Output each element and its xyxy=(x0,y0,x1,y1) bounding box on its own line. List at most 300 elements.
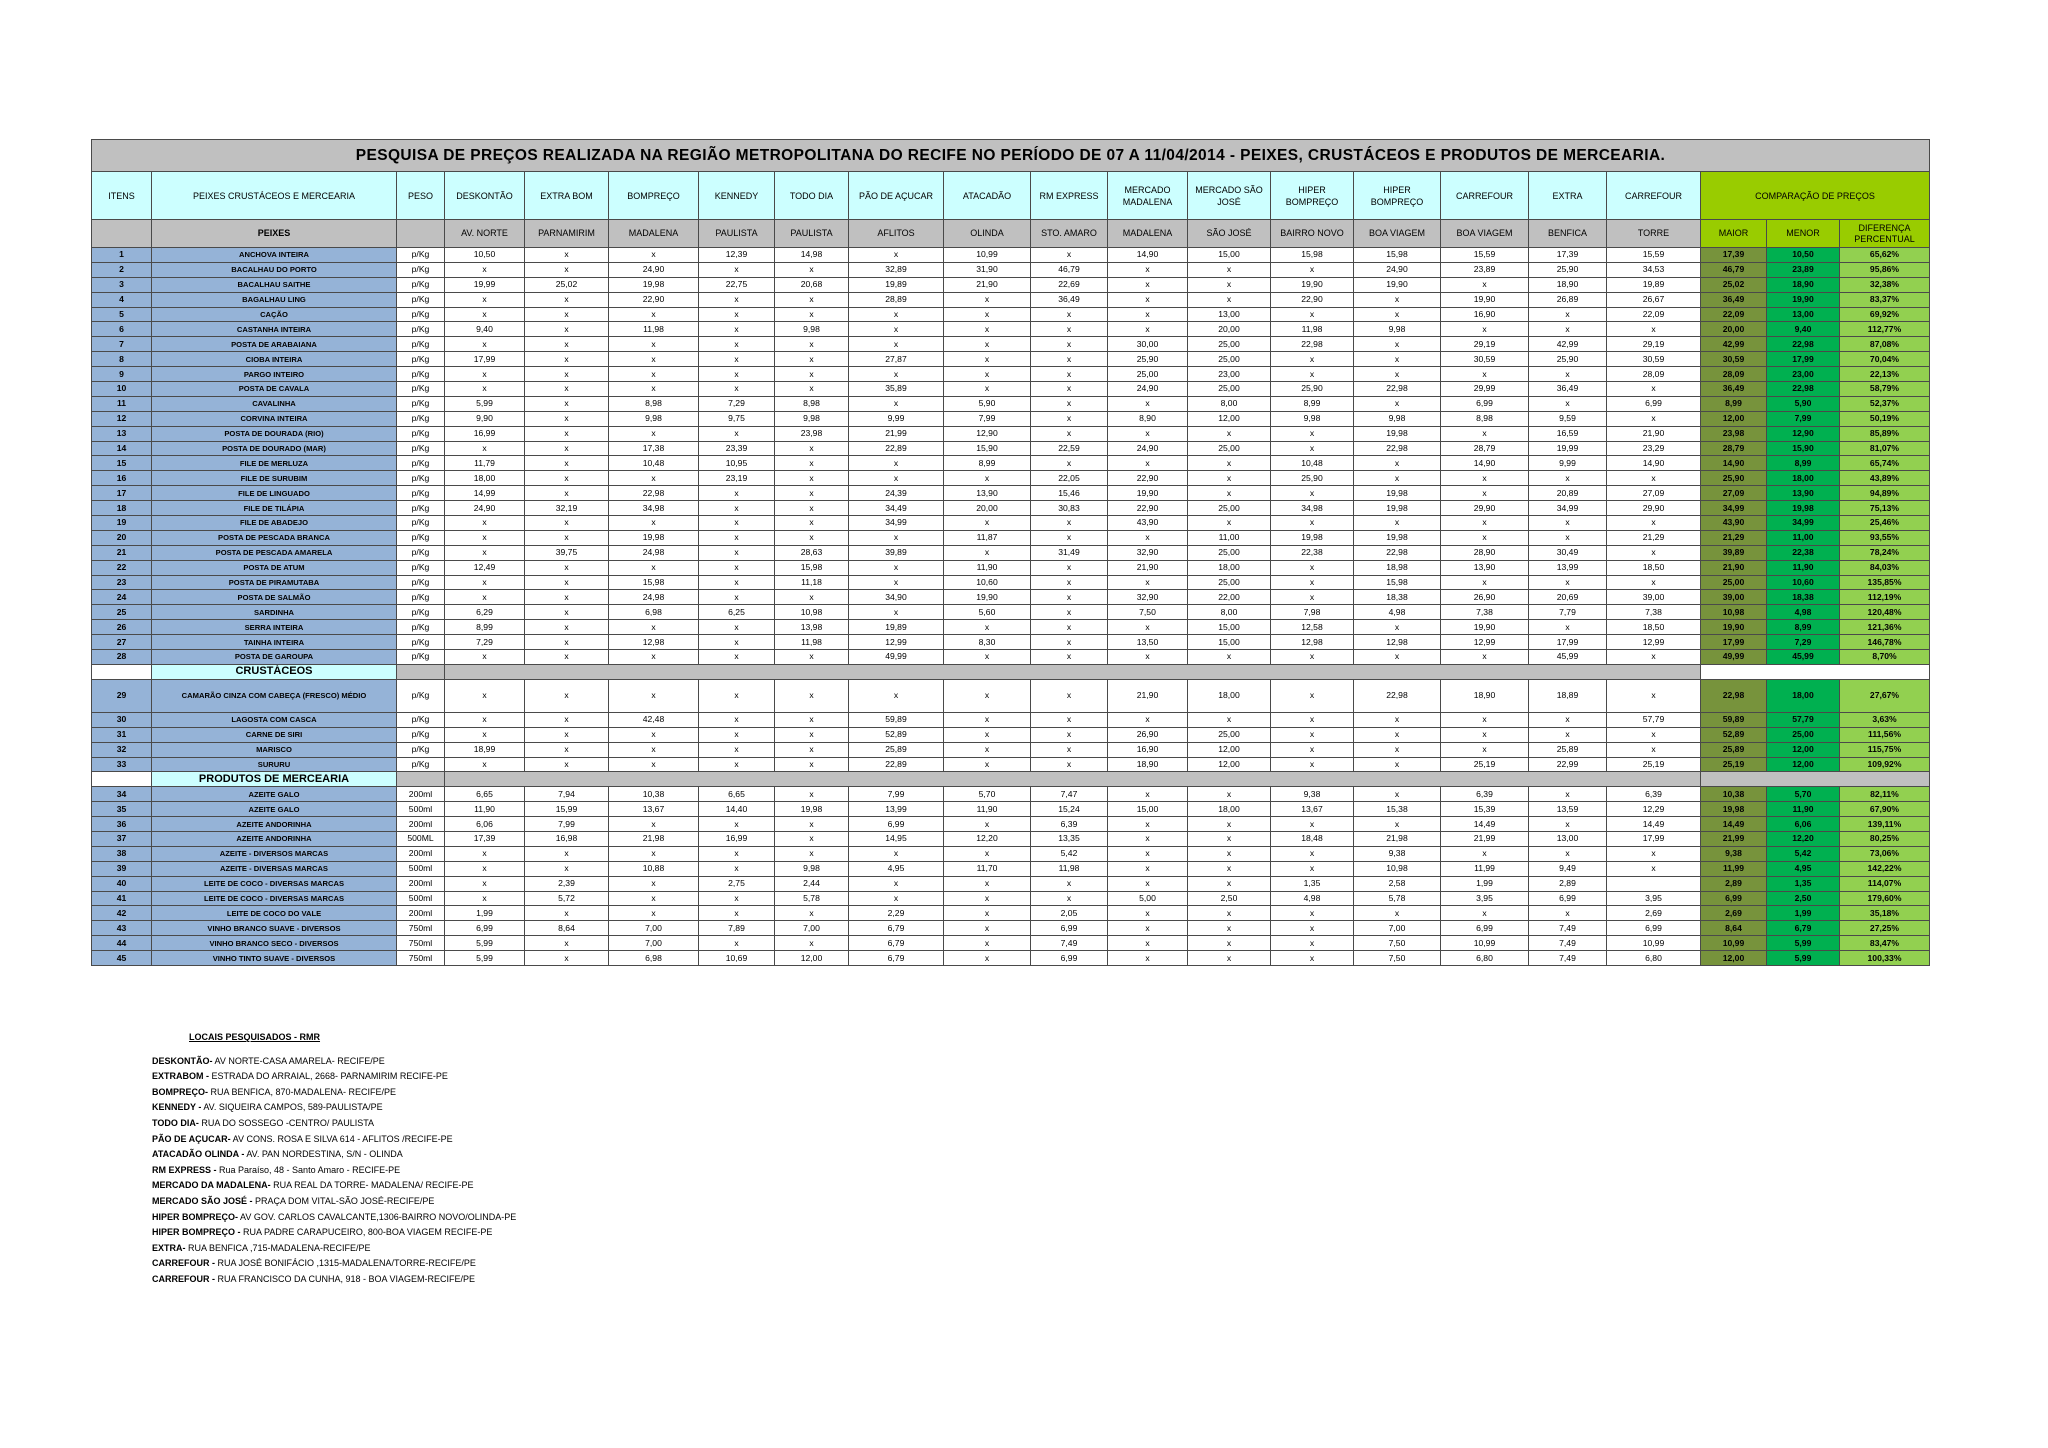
max-price: 59,89 xyxy=(1701,712,1767,727)
percent-diff: 83,37% xyxy=(1840,292,1930,307)
price-cell: 30,59 xyxy=(1441,352,1529,367)
price-cell: x xyxy=(849,876,944,891)
location-line xyxy=(152,1272,516,1288)
price-cell: 16,98 xyxy=(525,831,609,846)
price-cell: x xyxy=(609,248,699,263)
price-cell: x xyxy=(1108,292,1188,307)
location-store: PÃO DE AÇUCAR- xyxy=(152,1133,231,1144)
price-cell: 10,99 xyxy=(1441,936,1529,951)
price-cell: 46,79 xyxy=(1031,262,1108,277)
item-name: POSTA DE PESCADA AMARELA xyxy=(152,545,397,560)
item-number: 23 xyxy=(92,575,152,590)
store-header: RM EXPRESS xyxy=(1031,172,1108,220)
price-cell: 9,38 xyxy=(1271,787,1354,802)
price-cell: x xyxy=(1529,787,1607,802)
item-name: AZEITE - DIVERSAS MARCAS xyxy=(152,861,397,876)
price-cell: 7,89 xyxy=(699,921,775,936)
item-number: 42 xyxy=(92,906,152,921)
category-header: PEIXES CRUSTÁCEOS E MERCEARIA xyxy=(152,172,397,220)
price-cell: 5,99 xyxy=(445,936,525,951)
price-cell: 6,80 xyxy=(1441,951,1529,966)
max-price: 28,09 xyxy=(1701,367,1767,382)
price-cell: 22,89 xyxy=(849,757,944,772)
price-cell: 22,99 xyxy=(1529,757,1607,772)
price-cell: 12,98 xyxy=(609,635,699,650)
price-cell: 34,98 xyxy=(609,501,699,516)
price-cell: x xyxy=(525,679,609,712)
price-cell: x xyxy=(1188,516,1271,531)
price-cell: x xyxy=(445,891,525,906)
price-cell: x xyxy=(944,846,1031,861)
price-cell: 22,89 xyxy=(849,441,944,456)
item-unit: 200ml xyxy=(397,846,445,861)
price-cell: 25,00 xyxy=(1188,501,1271,516)
price-cell: 7,00 xyxy=(775,921,849,936)
item-name: AZEITE GALO xyxy=(152,787,397,802)
item-unit: p/Kg xyxy=(397,650,445,665)
price-cell: x xyxy=(1354,516,1441,531)
price-cell: x xyxy=(1188,292,1271,307)
price-cell: 15,38 xyxy=(1354,802,1441,817)
item-number: 2 xyxy=(92,262,152,277)
item-name: MARISCO xyxy=(152,742,397,757)
price-cell: x xyxy=(849,456,944,471)
table-row xyxy=(92,277,1930,292)
location-header: PAULISTA xyxy=(775,220,849,248)
price-cell: 13,99 xyxy=(1529,560,1607,575)
price-cell: 20,68 xyxy=(775,277,849,292)
price-cell: 6,99 xyxy=(1441,396,1529,411)
location-store: CARREFOUR - xyxy=(152,1258,215,1269)
price-cell: 11,98 xyxy=(1271,322,1354,337)
item-unit: p/Kg xyxy=(397,712,445,727)
price-cell: x xyxy=(1108,650,1188,665)
percent-diff: 80,25% xyxy=(1840,831,1930,846)
price-cell: x xyxy=(525,530,609,545)
price-cell: x xyxy=(1108,277,1188,292)
diff-header: DIFERENÇA PERCENTUAL xyxy=(1840,220,1930,248)
price-cell: x xyxy=(775,906,849,921)
location-store: MERCADO DA MADALENA- xyxy=(152,1180,271,1191)
price-cell: x xyxy=(1271,352,1354,367)
location-address: AV NORTE-CASA AMARELA- RECIFE/PE xyxy=(212,1055,385,1066)
item-number: 39 xyxy=(92,861,152,876)
price-cell: 6,65 xyxy=(445,787,525,802)
table-row xyxy=(92,951,1930,966)
table-row xyxy=(92,456,1930,471)
location-header-row xyxy=(92,220,1930,248)
price-cell: 8,99 xyxy=(445,620,525,635)
price-cell: x xyxy=(775,742,849,757)
price-cell: x xyxy=(775,471,849,486)
price-cell: x xyxy=(525,426,609,441)
price-cell: x xyxy=(1271,516,1354,531)
price-cell: x xyxy=(699,560,775,575)
price-cell: 1,99 xyxy=(445,906,525,921)
percent-diff: 32,38% xyxy=(1840,277,1930,292)
price-cell: x xyxy=(849,575,944,590)
price-cell: x xyxy=(1607,650,1701,665)
min-price: 18,90 xyxy=(1767,277,1840,292)
item-unit: p/Kg xyxy=(397,262,445,277)
max-price: 2,69 xyxy=(1701,906,1767,921)
price-cell: x xyxy=(1529,727,1607,742)
price-cell: x xyxy=(775,337,849,352)
price-cell: x xyxy=(445,679,525,712)
price-cell: x xyxy=(445,727,525,742)
item-name: AZEITE - DIVERSOS MARCAS xyxy=(152,846,397,861)
price-cell: x xyxy=(775,530,849,545)
item-name: SERRA INTEIRA xyxy=(152,620,397,635)
crustaceos-category-row xyxy=(92,664,1930,679)
item-unit: p/Kg xyxy=(397,486,445,501)
price-cell: 2,39 xyxy=(525,876,609,891)
price-cell: 10,99 xyxy=(1607,936,1701,951)
price-cell: 2,58 xyxy=(1354,876,1441,891)
percent-diff: 58,79% xyxy=(1840,382,1930,397)
table-row xyxy=(92,876,1930,891)
min-price: 1,99 xyxy=(1767,906,1840,921)
price-cell: x xyxy=(775,757,849,772)
price-cell: 29,90 xyxy=(1441,501,1529,516)
price-cell: 12,00 xyxy=(1188,742,1271,757)
price-cell: 2,89 xyxy=(1529,876,1607,891)
percent-diff: 73,06% xyxy=(1840,846,1930,861)
price-cell: 15,59 xyxy=(1441,248,1529,263)
price-cell: x xyxy=(1188,921,1271,936)
location-header: BOA VIAGEM xyxy=(1354,220,1441,248)
price-cell: 1,35 xyxy=(1271,876,1354,891)
locations-items xyxy=(152,1054,516,1288)
max-price: 52,89 xyxy=(1701,727,1767,742)
price-cell: 15,98 xyxy=(1354,575,1441,590)
store-header: PÃO DE AÇUCAR xyxy=(849,172,944,220)
price-cell: x xyxy=(609,876,699,891)
item-name: PARGO INTEIRO xyxy=(152,367,397,382)
location-store: KENNEDY - xyxy=(152,1102,202,1113)
item-name: VINHO BRANCO SECO - DIVERSOS xyxy=(152,936,397,951)
price-cell: 26,89 xyxy=(1529,292,1607,307)
min-header: MENOR xyxy=(1767,220,1840,248)
price-cell: x xyxy=(699,575,775,590)
location-address: RUA PADRE CARAPUCEIRO, 800-BOA VIAGEM RECIFE-PE xyxy=(240,1227,493,1238)
price-cell: 21,99 xyxy=(849,426,944,441)
price-cell: 34,99 xyxy=(849,516,944,531)
price-cell: 7,98 xyxy=(1271,605,1354,620)
price-cell: 19,90 xyxy=(1271,277,1354,292)
percent-diff: 52,37% xyxy=(1840,396,1930,411)
price-cell: 23,29 xyxy=(1607,441,1701,456)
max-price: 49,99 xyxy=(1701,650,1767,665)
price-cell: x xyxy=(1441,575,1529,590)
price-cell: x xyxy=(944,712,1031,727)
min-price: 17,99 xyxy=(1767,352,1840,367)
price-cell: x xyxy=(1529,846,1607,861)
price-cell: x xyxy=(1031,426,1108,441)
price-cell: 35,89 xyxy=(849,382,944,397)
price-cell: 19,99 xyxy=(1529,441,1607,456)
price-cell: x xyxy=(944,876,1031,891)
price-cell: x xyxy=(849,605,944,620)
item-name: ANCHOVA INTEIRA xyxy=(152,248,397,263)
table-row xyxy=(92,322,1930,337)
price-cell: x xyxy=(525,712,609,727)
table-row xyxy=(92,802,1930,817)
store-header: DESKONTÃO xyxy=(445,172,525,220)
price-cell: x xyxy=(1031,456,1108,471)
percent-diff: 8,70% xyxy=(1840,650,1930,665)
price-cell: x xyxy=(445,516,525,531)
price-cell: 13,59 xyxy=(1529,802,1607,817)
price-cell: x xyxy=(525,620,609,635)
item-unit: p/Kg xyxy=(397,411,445,426)
price-cell: 8,30 xyxy=(944,635,1031,650)
price-cell: 30,00 xyxy=(1108,337,1188,352)
item-number: 6 xyxy=(92,322,152,337)
price-cell: x xyxy=(609,560,699,575)
item-number: 44 xyxy=(92,936,152,951)
table-row xyxy=(92,575,1930,590)
percent-diff: 50,19% xyxy=(1840,411,1930,426)
price-cell: 8,90 xyxy=(1108,411,1188,426)
location-line xyxy=(152,1147,516,1163)
price-cell: 34,98 xyxy=(1271,501,1354,516)
price-cell: 22,05 xyxy=(1031,471,1108,486)
price-cell: x xyxy=(1108,876,1188,891)
price-cell: 22,90 xyxy=(1108,501,1188,516)
percent-diff: 65,62% xyxy=(1840,248,1930,263)
price-cell: x xyxy=(699,590,775,605)
price-cell: 25,89 xyxy=(849,742,944,757)
price-cell: 18,00 xyxy=(1188,802,1271,817)
price-cell: 19,89 xyxy=(849,277,944,292)
price-cell: 7,49 xyxy=(1031,936,1108,951)
price-cell: x xyxy=(944,906,1031,921)
item-name: CARNE DE SIRI xyxy=(152,727,397,742)
price-cell: 15,00 xyxy=(1108,802,1188,817)
price-cell: 6,80 xyxy=(1607,951,1701,966)
price-cell: x xyxy=(1108,817,1188,832)
item-unit: 200ml xyxy=(397,817,445,832)
price-cell: x xyxy=(1607,575,1701,590)
location-header: SÃO JOSÉ xyxy=(1188,220,1271,248)
price-cell: x xyxy=(1354,727,1441,742)
max-price: 36,49 xyxy=(1701,382,1767,397)
price-cell: x xyxy=(1108,426,1188,441)
max-price: 25,89 xyxy=(1701,742,1767,757)
price-cell: 5,72 xyxy=(525,891,609,906)
location-address: Rua Paraíso, 48 - Santo Amaro - RECIFE-PE xyxy=(216,1164,401,1175)
item-unit: p/Kg xyxy=(397,382,445,397)
price-cell: 19,90 xyxy=(1441,620,1529,635)
item-unit: p/Kg xyxy=(397,516,445,531)
item-unit: p/Kg xyxy=(397,605,445,620)
item-number: 40 xyxy=(92,876,152,891)
price-cell: x xyxy=(1354,471,1441,486)
price-cell: x xyxy=(1354,337,1441,352)
price-cell: 39,00 xyxy=(1607,590,1701,605)
price-cell: x xyxy=(1108,712,1188,727)
price-cell: x xyxy=(1607,382,1701,397)
store-header: MERCADO MADALENA xyxy=(1108,172,1188,220)
price-cell: x xyxy=(525,560,609,575)
store-header: HIPER BOMPREÇO xyxy=(1354,172,1441,220)
price-cell: 25,00 xyxy=(1188,441,1271,456)
price-cell: x xyxy=(1354,292,1441,307)
price-cell: 34,99 xyxy=(1529,501,1607,516)
item-name: FILE DE ABADEJO xyxy=(152,516,397,531)
price-cell: 13,90 xyxy=(1441,560,1529,575)
price-cell: 32,90 xyxy=(1108,590,1188,605)
price-cell: 10,48 xyxy=(1271,456,1354,471)
price-cell: x xyxy=(1529,906,1607,921)
price-cell: 29,19 xyxy=(1607,337,1701,352)
price-cell: 13,35 xyxy=(1031,831,1108,846)
price-cell: 6,06 xyxy=(445,817,525,832)
price-cell: 19,90 xyxy=(1441,292,1529,307)
location-line xyxy=(152,1100,516,1116)
item-unit: 500ml xyxy=(397,861,445,876)
price-cell: 13,67 xyxy=(1271,802,1354,817)
item-number: 29 xyxy=(92,679,152,712)
price-cell: 21,99 xyxy=(1441,831,1529,846)
price-cell: 19,98 xyxy=(1354,530,1441,545)
price-cell: x xyxy=(1529,516,1607,531)
price-cell: x xyxy=(445,441,525,456)
price-cell: x xyxy=(609,352,699,367)
min-price: 23,00 xyxy=(1767,367,1840,382)
table-row xyxy=(92,262,1930,277)
price-cell: 21,90 xyxy=(944,277,1031,292)
item-name: BACALHAU SAITHE xyxy=(152,277,397,292)
price-cell: x xyxy=(944,727,1031,742)
price-cell: 6,39 xyxy=(1031,817,1108,832)
min-price: 25,00 xyxy=(1767,727,1840,742)
price-cell: 9,98 xyxy=(1354,411,1441,426)
price-cell: 13,98 xyxy=(775,620,849,635)
price-cell: 7,50 xyxy=(1354,936,1441,951)
price-cell: x xyxy=(944,367,1031,382)
price-cell: x xyxy=(1607,727,1701,742)
price-cell: 5,42 xyxy=(1031,846,1108,861)
price-cell: x xyxy=(1441,846,1529,861)
table-row xyxy=(92,861,1930,876)
price-cell: 20,89 xyxy=(1529,486,1607,501)
location-address: AV. PAN NORDESTINA, S/N - OLINDA xyxy=(244,1149,403,1160)
price-cell: x xyxy=(525,322,609,337)
item-unit: 500ml xyxy=(397,891,445,906)
store-header: ATACADÃO xyxy=(944,172,1031,220)
price-cell: x xyxy=(525,456,609,471)
table-row xyxy=(92,352,1930,367)
price-cell: 30,83 xyxy=(1031,501,1108,516)
item-unit: p/Kg xyxy=(397,367,445,382)
item-number: 22 xyxy=(92,560,152,575)
percent-diff: 70,04% xyxy=(1840,352,1930,367)
price-cell: x xyxy=(1031,307,1108,322)
price-cell: x xyxy=(1441,367,1529,382)
blank-header xyxy=(397,220,445,248)
percent-diff: 35,18% xyxy=(1840,906,1930,921)
price-cell: 18,38 xyxy=(1354,590,1441,605)
price-cell: x xyxy=(1441,277,1529,292)
price-cell: x xyxy=(1108,921,1188,936)
price-cell: x xyxy=(1188,486,1271,501)
price-cell: x xyxy=(445,545,525,560)
store-header-row xyxy=(92,172,1930,220)
item-unit: p/Kg xyxy=(397,352,445,367)
item-name: POSTA DE DOURADA (RIO) xyxy=(152,426,397,441)
price-cell: 28,90 xyxy=(1441,545,1529,560)
price-cell: x xyxy=(1108,575,1188,590)
percent-diff: 69,92% xyxy=(1840,307,1930,322)
price-cell: x xyxy=(699,307,775,322)
price-cell: 22,69 xyxy=(1031,277,1108,292)
store-header: CARREFOUR xyxy=(1607,172,1701,220)
location-header: PARNAMIRIM xyxy=(525,220,609,248)
price-cell: x xyxy=(699,367,775,382)
price-cell: x xyxy=(849,560,944,575)
price-cell: x xyxy=(1188,951,1271,966)
location-header: MADALENA xyxy=(609,220,699,248)
price-cell: 11,98 xyxy=(1031,861,1108,876)
price-cell: 19,98 xyxy=(775,802,849,817)
price-cell: 13,90 xyxy=(944,486,1031,501)
price-cell: 45,99 xyxy=(1529,650,1607,665)
item-name: POSTA DE SALMÃO xyxy=(152,590,397,605)
price-cell: x xyxy=(1271,679,1354,712)
price-cell: x xyxy=(1271,936,1354,951)
price-cell: x xyxy=(1271,307,1354,322)
location-store: HIPER BOMPREÇO - xyxy=(152,1227,241,1238)
price-cell: 10,88 xyxy=(609,861,699,876)
item-name: LEITE DE COCO - DIVERSAS MARCAS xyxy=(152,891,397,906)
price-cell: x xyxy=(775,382,849,397)
table-row xyxy=(92,727,1930,742)
location-line xyxy=(152,1178,516,1194)
price-cell: x xyxy=(1271,742,1354,757)
percent-diff: 65,74% xyxy=(1840,456,1930,471)
location-line xyxy=(152,1069,516,1085)
price-cell: x xyxy=(1031,248,1108,263)
price-cell: 7,50 xyxy=(1354,951,1441,966)
table-row xyxy=(92,367,1930,382)
category-peixes: PEIXES xyxy=(152,220,397,248)
price-cell: 11,18 xyxy=(775,575,849,590)
locations-title: LOCAIS PESQUISADOS - RMR xyxy=(189,1032,321,1042)
price-cell: x xyxy=(1108,262,1188,277)
min-price: 23,89 xyxy=(1767,262,1840,277)
table-row xyxy=(92,486,1930,501)
price-cell: 25,19 xyxy=(1441,757,1529,772)
price-cell: 25,00 xyxy=(1108,367,1188,382)
price-cell: 5,78 xyxy=(1354,891,1441,906)
price-cell: x xyxy=(775,727,849,742)
location-line xyxy=(152,1256,516,1272)
table-row xyxy=(92,307,1930,322)
item-number: 28 xyxy=(92,650,152,665)
table-row xyxy=(92,620,1930,635)
price-cell: x xyxy=(1108,322,1188,337)
item-name: LEITE DE COCO - DIVERSAS MARCAS xyxy=(152,876,397,891)
item-number: 27 xyxy=(92,635,152,650)
price-cell: x xyxy=(1529,471,1607,486)
table-row xyxy=(92,605,1930,620)
price-cell: 17,39 xyxy=(1529,248,1607,263)
price-cell: x xyxy=(849,679,944,712)
price-cell: x xyxy=(525,951,609,966)
price-cell: 2,44 xyxy=(775,876,849,891)
